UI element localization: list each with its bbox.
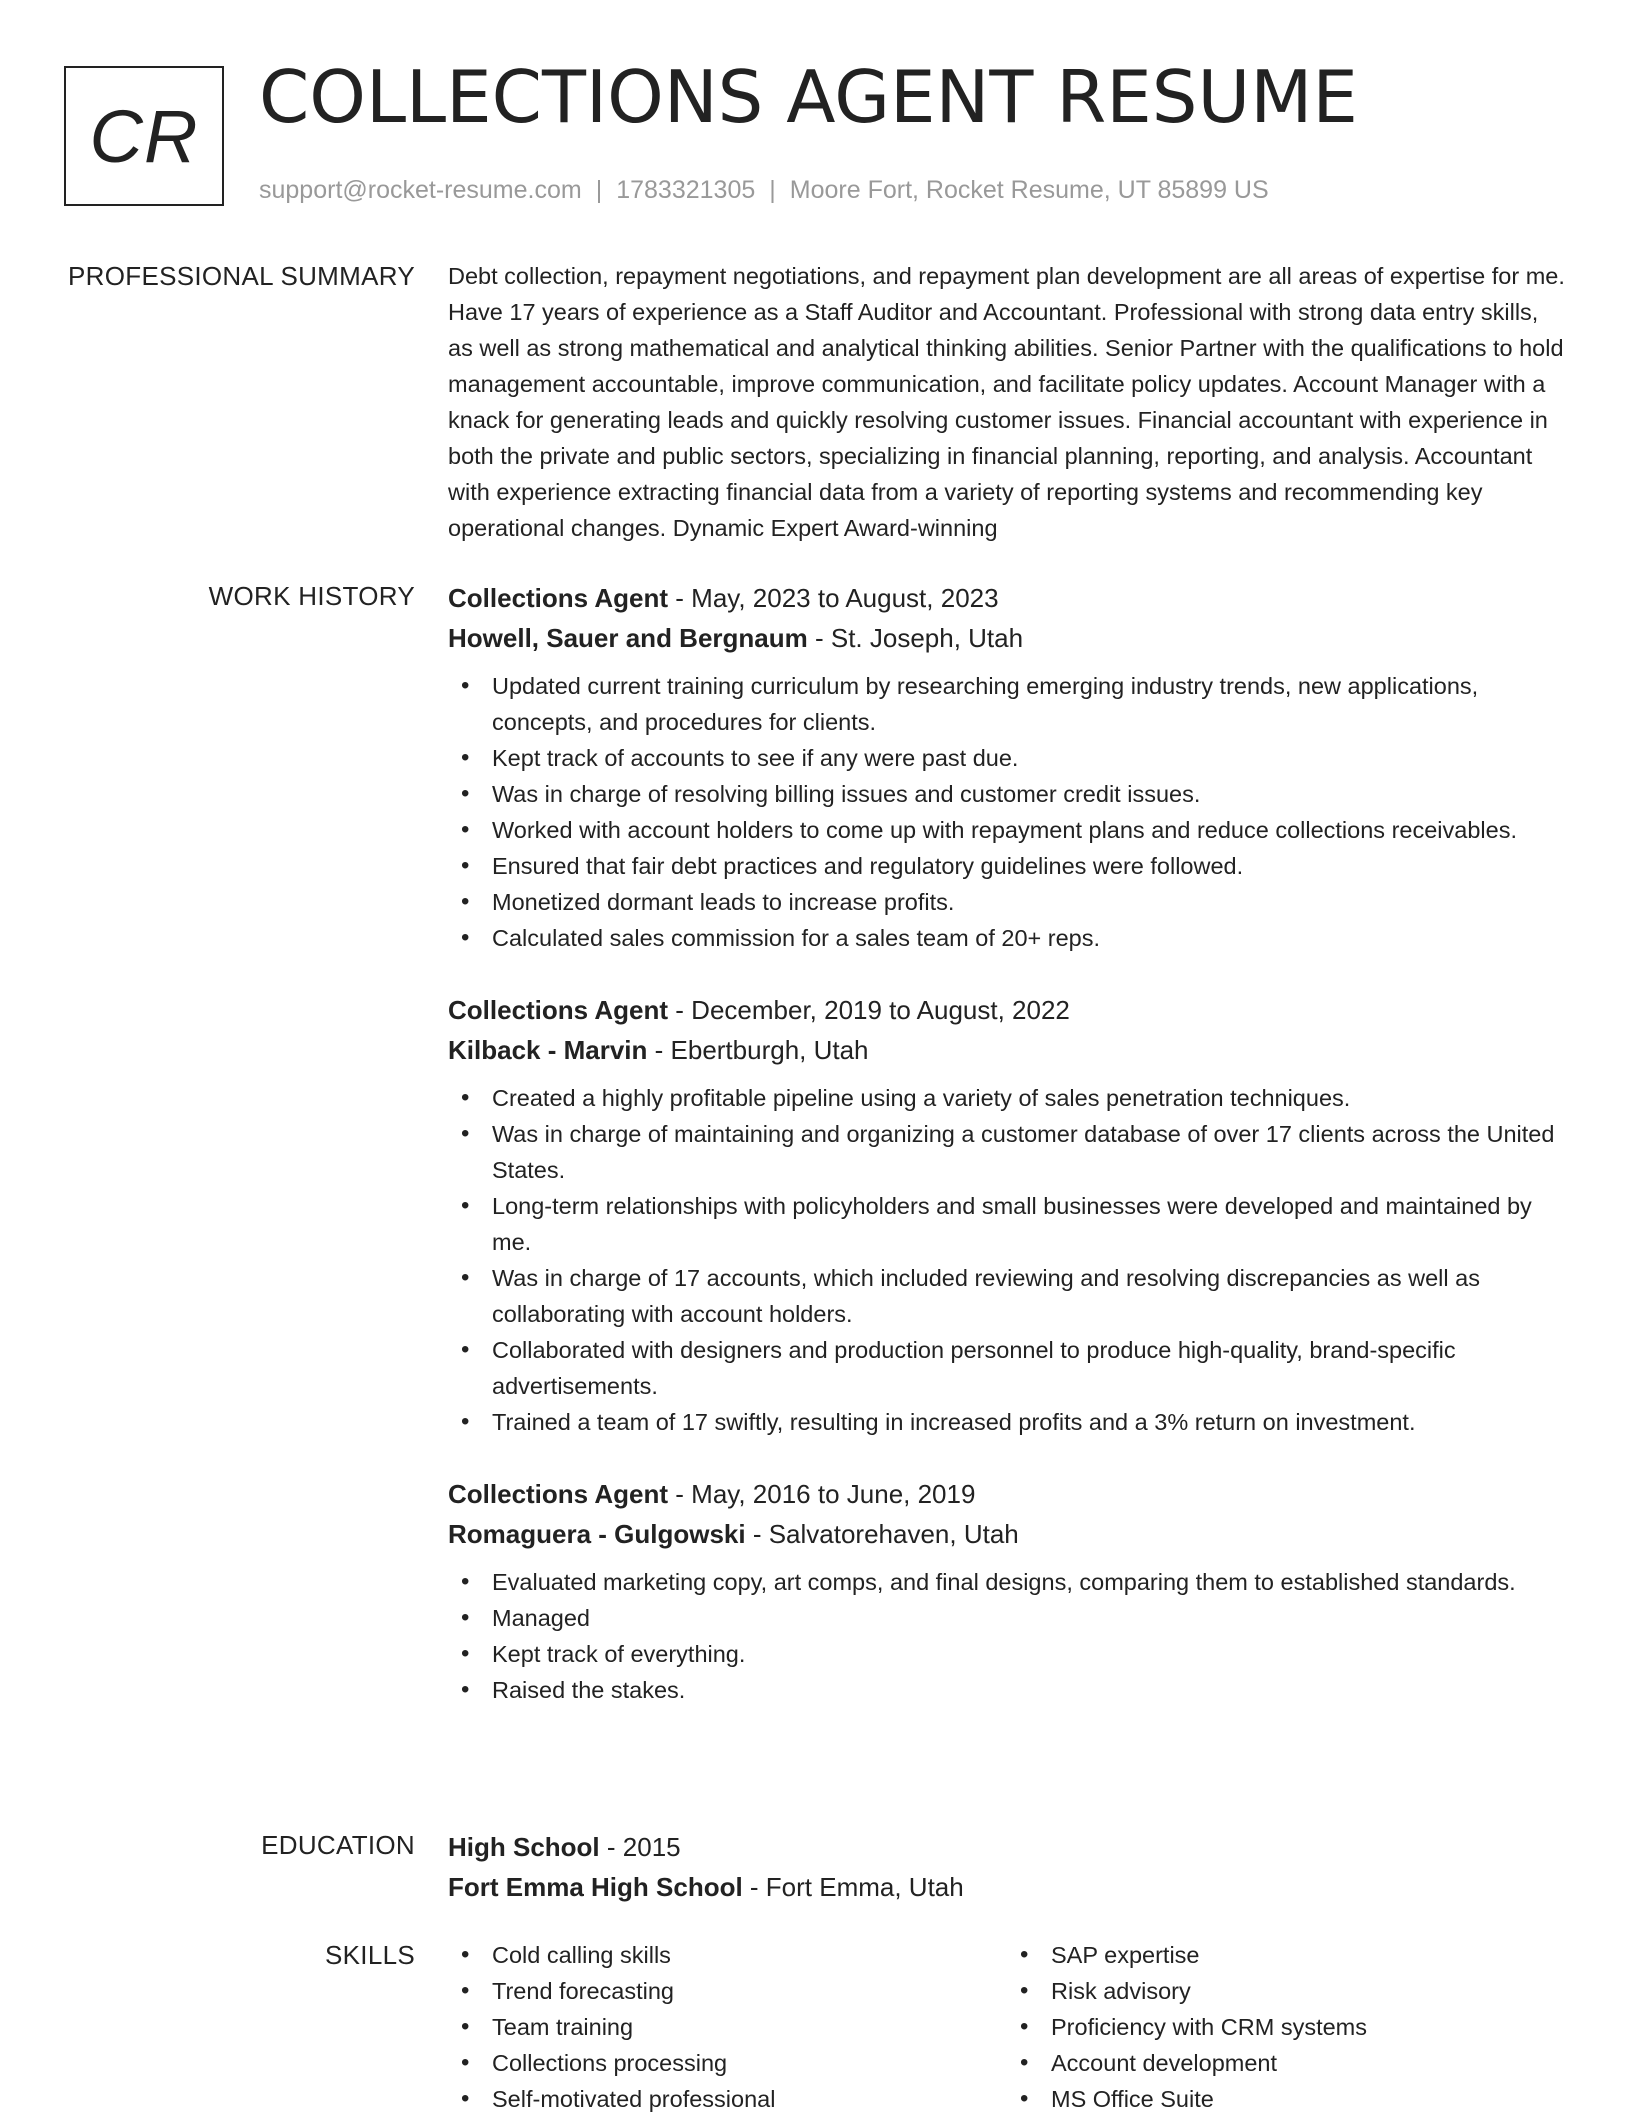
job-title-line: [448, 578, 1566, 618]
skills-list-left: [448, 1937, 1007, 2117]
resume-header: [0, 0, 1632, 230]
education-year: - 2015: [599, 1832, 681, 1862]
contact-separator: |: [595, 176, 603, 204]
skill-item: • Risk advisory: [1051, 1973, 1566, 2009]
summary-body: [448, 258, 1566, 546]
contact-separator: |: [769, 176, 776, 204]
job-bullet: • Trained a team of 17 swiftly, resulting in increased profits and a 3% return on investment.: [492, 1404, 1566, 1440]
skill-item: • Team training: [492, 2009, 1007, 2045]
job-bullet: • Evaluated marketing copy, art comps, and final designs, comparing them to established standards.: [492, 1564, 1566, 1600]
job-bullet: • Calculated sales commission for a sales team of 20+ reps.: [492, 920, 1566, 956]
contact-line: [259, 176, 1269, 205]
job-company-line: [448, 1030, 1566, 1070]
skill-item: • Self-motivated professional: [492, 2081, 1007, 2117]
skill-item: • MS Office Suite: [1051, 2081, 1566, 2117]
job-bullet: • Was in charge of maintaining and organizing a customer database of over 17 clients across the United States.: [492, 1116, 1566, 1188]
education-body: [448, 1827, 1566, 1907]
resume-title: COLLECTIONS AGENT RESUME: [259, 55, 1358, 139]
education-heading: EDUCATION: [261, 1830, 415, 1860]
skill-item: • Trend forecasting: [492, 1973, 1007, 2009]
skill-item: • SAP expertise: [1051, 1937, 1566, 1973]
education-school: Fort Emma High School: [448, 1872, 743, 1902]
job-entry: [448, 990, 1566, 1440]
job-title: Collections Agent: [448, 995, 669, 1025]
job-bullets: [448, 1080, 1566, 1440]
job-entry: [448, 1474, 1566, 1708]
job-dates: - May, 2016 to June, 2019: [668, 1479, 976, 1509]
job-bullet: • Kept track of accounts to see if any were past due.: [492, 740, 1566, 776]
job-bullets: [448, 1564, 1566, 1708]
summary-text: Debt collection, repayment negotiations, and repayment plan development are all areas of expertise for me. Have 17 years of experience as a Staff Auditor and Accountant. Professional with strong data entry skills, as well as strong mathematical and analytical thinking abilities. Senior Partner with the qualifications to hold management accountable, improve communication, and facilitate policy updates. Account Manager with a knack for generating leads and quickly resolving customer issues. Financial accountant with experience in both the private and public sectors, specializing in financial planning, reporting, and analysis. Accountant with experience extracting financial data from a variety of reporting systems and recommending key operational changes. Dynamic Expert Award-winning: [448, 263, 1565, 541]
work-history-body: [448, 578, 1566, 1742]
job-bullet: • Kept track of everything.: [492, 1636, 1566, 1672]
job-bullet: • Was in charge of 17 accounts, which included reviewing and resolving discrepancies as well as collaborating with account holders.: [492, 1260, 1566, 1332]
skills-body: [448, 1937, 1566, 2117]
job-title: Collections Agent: [448, 1479, 669, 1509]
contact-address: Moore Fort, Rocket Resume, UT 85899 US: [789, 176, 1269, 204]
job-bullet: • Updated current training curriculum by researching emerging industry trends, new applications, concepts, and procedures for clients.: [492, 668, 1566, 740]
monogram-logo: CR: [64, 66, 224, 206]
job-company-line: [448, 1514, 1566, 1554]
job-bullet: • Was in charge of resolving billing issues and customer credit issues.: [492, 776, 1566, 812]
education-degree: High School: [448, 1832, 600, 1862]
job-bullets: [448, 668, 1566, 956]
job-bullet: • Created a highly profitable pipeline using a variety of sales penetration techniques.: [492, 1080, 1566, 1116]
job-bullet: • Long-term relationships with policyholders and small businesses were developed and maintained by me.: [492, 1188, 1566, 1260]
contact-phone[interactable]: 1783321305: [616, 176, 756, 204]
education-degree-line: [448, 1827, 1566, 1867]
job-bullet: • Monetized dormant leads to increase profits.: [492, 884, 1566, 920]
job-title: Collections Agent: [448, 583, 669, 613]
job-company: Howell, Sauer and Bergnaum: [448, 623, 808, 653]
job-company: Kilback - Marvin: [448, 1035, 648, 1065]
skills-list-right: [1007, 1937, 1566, 2117]
skills-heading: SKILLS: [325, 1940, 415, 1970]
education-location: - Fort Emma, Utah: [742, 1872, 964, 1902]
job-dates: - December, 2019 to August, 2022: [668, 995, 1070, 1025]
job-bullet: • Raised the stakes.: [492, 1672, 1566, 1708]
skill-item: • Proficiency with CRM systems: [1051, 2009, 1566, 2045]
contact-email[interactable]: support@rocket-resume.com: [259, 176, 582, 204]
job-title-line: [448, 1474, 1566, 1514]
job-location: - St. Joseph, Utah: [807, 623, 1024, 653]
job-dates: - May, 2023 to August, 2023: [668, 583, 999, 613]
job-entry: [448, 578, 1566, 956]
work-history-heading: WORK HISTORY: [208, 581, 415, 611]
skill-item: • Collections processing: [492, 2045, 1007, 2081]
job-title-line: [448, 990, 1566, 1030]
skill-item: • Cold calling skills: [492, 1937, 1007, 1973]
summary-heading: PROFESSIONAL SUMMARY: [68, 261, 415, 291]
job-company-line: [448, 618, 1566, 658]
job-bullet: • Ensured that fair debt practices and regulatory guidelines were followed.: [492, 848, 1566, 884]
job-location: - Salvatorehaven, Utah: [745, 1519, 1019, 1549]
job-bullet: • Collaborated with designers and production personnel to produce high-quality, brand-specific advertisements.: [492, 1332, 1566, 1404]
job-company: Romaguera - Gulgowski: [448, 1519, 746, 1549]
education-school-line: [448, 1867, 1566, 1907]
skills-columns: [448, 1937, 1566, 2117]
job-location: - Ebertburgh, Utah: [647, 1035, 869, 1065]
skill-item: • Account development: [1051, 2045, 1566, 2081]
job-bullet: • Managed: [492, 1600, 1566, 1636]
job-bullet: • Worked with account holders to come up with repayment plans and reduce collections receivables.: [492, 812, 1566, 848]
